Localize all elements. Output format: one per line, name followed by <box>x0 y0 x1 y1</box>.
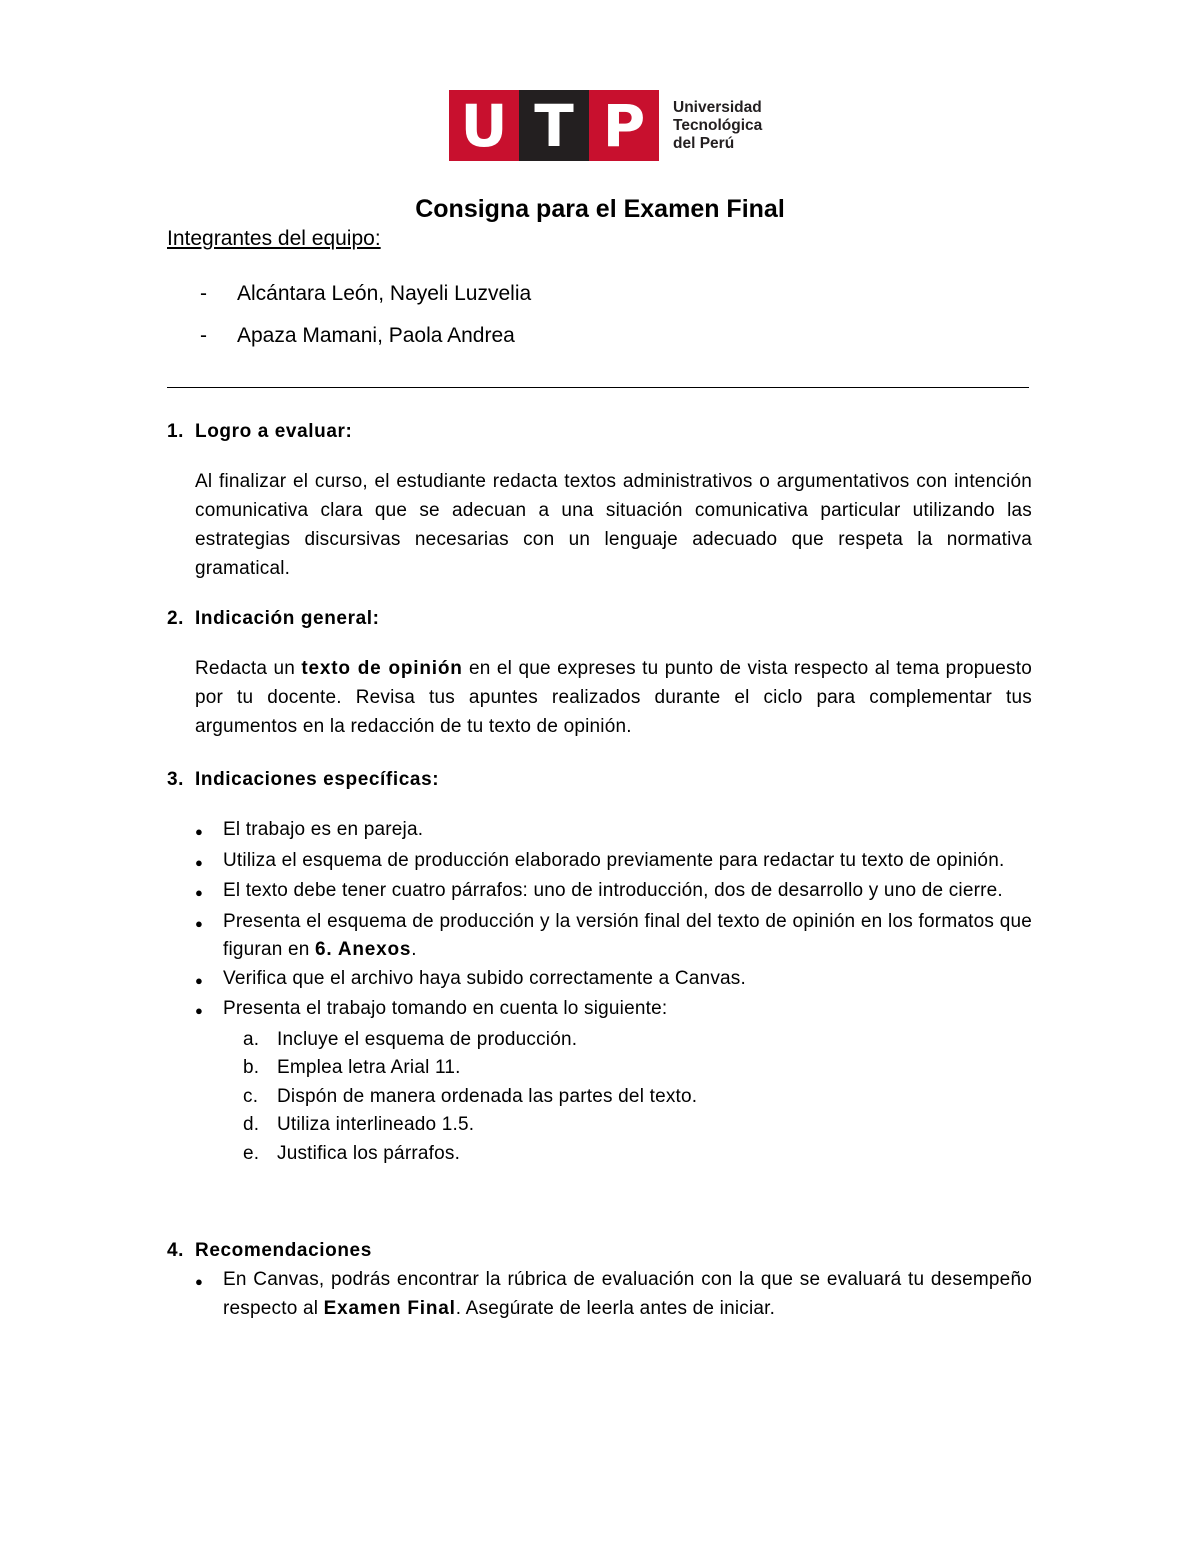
list-item <box>195 877 1032 908</box>
paragraph-bold-text: texto de opinión <box>301 658 463 679</box>
page-title: Consigna para el Examen Final <box>415 195 785 223</box>
sub-list-item <box>195 1026 1032 1055</box>
list-item <box>195 816 1032 847</box>
team-member <box>200 324 515 348</box>
sub-list-letter: e. <box>243 1142 260 1164</box>
bullet-icon: ● <box>195 885 204 900</box>
sub-list-text: Dispón de manera ordenada las partes del texto. <box>277 1085 698 1107</box>
bullet-icon: ● <box>195 1274 204 1289</box>
list-item-text: El texto debe tener cuatro párrafos: uno de introducción, dos de desarrollo y uno de cierre. <box>223 880 1003 901</box>
sub-list-text: Incluye el esquema de producción. <box>277 1028 578 1050</box>
section-heading-indicaciones-especificas <box>167 769 439 791</box>
section-number: 2. <box>167 608 185 629</box>
section-title: Indicación general: <box>195 608 380 629</box>
sub-list-text: Justifica los párrafos. <box>277 1142 461 1164</box>
section-number: 1. <box>167 421 185 442</box>
sub-list-item <box>195 1083 1032 1112</box>
sub-list-item <box>195 1140 1032 1169</box>
logo-line-1: Universidad <box>673 98 762 116</box>
sub-list-letter: d. <box>243 1114 260 1135</box>
logo-letter-t: T <box>519 90 589 161</box>
logo-line-2: Tecnológica <box>673 116 763 134</box>
section-number: 4. <box>167 1240 185 1261</box>
bullet-icon: ● <box>195 854 204 870</box>
bullet-icon: ● <box>195 972 204 988</box>
team-label: Integrantes del equipo: <box>167 227 381 250</box>
list-item <box>195 847 1032 878</box>
utp-logo <box>449 90 762 161</box>
sub-list-item <box>195 1054 1032 1083</box>
logo-wordmark <box>673 99 762 153</box>
member-dash: - <box>200 324 207 347</box>
logo-letter-u: U <box>449 90 519 161</box>
logo-line-3: del Perú <box>673 134 735 152</box>
logo-letter-p: P <box>589 90 659 161</box>
list-item-text-part: . Asegúrate de leerla antes de iniciar. <box>455 1297 776 1319</box>
bullet-icon: ● <box>195 1003 204 1018</box>
list-item-text <box>223 908 1032 965</box>
list-item-text <box>223 1266 1032 1323</box>
section-heading-recomendaciones <box>167 1240 372 1262</box>
list-item <box>195 1266 1032 1323</box>
section-number: 3. <box>167 769 185 790</box>
sub-list-letter: b. <box>243 1057 260 1078</box>
bullet-list-recomendaciones <box>195 1266 1032 1323</box>
list-item-text-part: . <box>411 939 417 960</box>
list-item-text: El trabajo es en pareja. <box>223 819 424 840</box>
section-title: Recomendaciones <box>195 1240 372 1261</box>
team-member <box>200 282 531 306</box>
sub-list-item <box>195 1111 1032 1140</box>
bullet-icon: ● <box>195 824 204 839</box>
anexos-reference: 6. Anexos <box>315 939 412 960</box>
utp-logo-mark <box>449 90 659 161</box>
horizontal-rule <box>167 387 1029 388</box>
sub-list-letter: c. <box>243 1085 259 1107</box>
list-item-text: Presenta el trabajo tomando en cuenta lo siguiente: <box>223 998 668 1019</box>
examen-final-reference: Examen Final <box>323 1297 456 1319</box>
section-paragraph-logro: Al finalizar el curso, el estudiante redacta textos administrativos o argumentativos con intención comunicativa clara que se adecuan a una situación comunicativa particular utilizando las estrategias discursivas necesarias con un lenguaje adecuado que respeta la normativa gramatical. <box>195 471 1032 579</box>
bullet-list-indicaciones <box>195 816 1032 1168</box>
section-heading-logro <box>167 421 352 443</box>
section-paragraph-indicacion-general <box>195 654 1032 741</box>
member-dash: - <box>200 282 207 305</box>
list-item <box>195 908 1032 965</box>
bullet-icon: ● <box>195 915 204 931</box>
section-title: Indicaciones específicas: <box>195 769 440 790</box>
sub-list-text: Emplea letra Arial 11. <box>277 1057 461 1078</box>
paragraph-text: en el que expreses tu punto de vista respecto al tema propuesto por tu docente. Revisa tus apuntes realizados durante el ciclo para complementar tus argumentos en la redacción de tu texto de opinión. <box>195 658 1032 737</box>
list-item <box>195 965 1032 996</box>
section-heading-indicacion-general <box>167 608 380 630</box>
member-name: Alcántara León, Nayeli Luzvelia <box>237 282 532 305</box>
list-item-text-part: Presenta el esquema de producción y la versión final del texto de opinión en los formatos que figuran en <box>223 910 1032 960</box>
sub-list-text: Utiliza interlineado 1.5. <box>277 1114 475 1135</box>
member-name: Apaza Mamani, Paola Andrea <box>237 324 515 347</box>
list-item-text-part: En Canvas, podrás encontrar la rúbrica de evaluación con la que se evaluará tu desempeño respecto al <box>223 1269 1032 1319</box>
list-item <box>195 995 1032 1026</box>
list-item-text: Utiliza el esquema de producción elaborado previamente para redactar tu texto de opinión. <box>223 849 1005 871</box>
list-item-text: Verifica que el archivo haya subido correctamente a Canvas. <box>223 967 746 989</box>
paragraph-text: Redacta un <box>195 658 302 679</box>
sub-list-letter: a. <box>243 1028 260 1050</box>
section-title: Logro a evaluar: <box>195 421 353 442</box>
